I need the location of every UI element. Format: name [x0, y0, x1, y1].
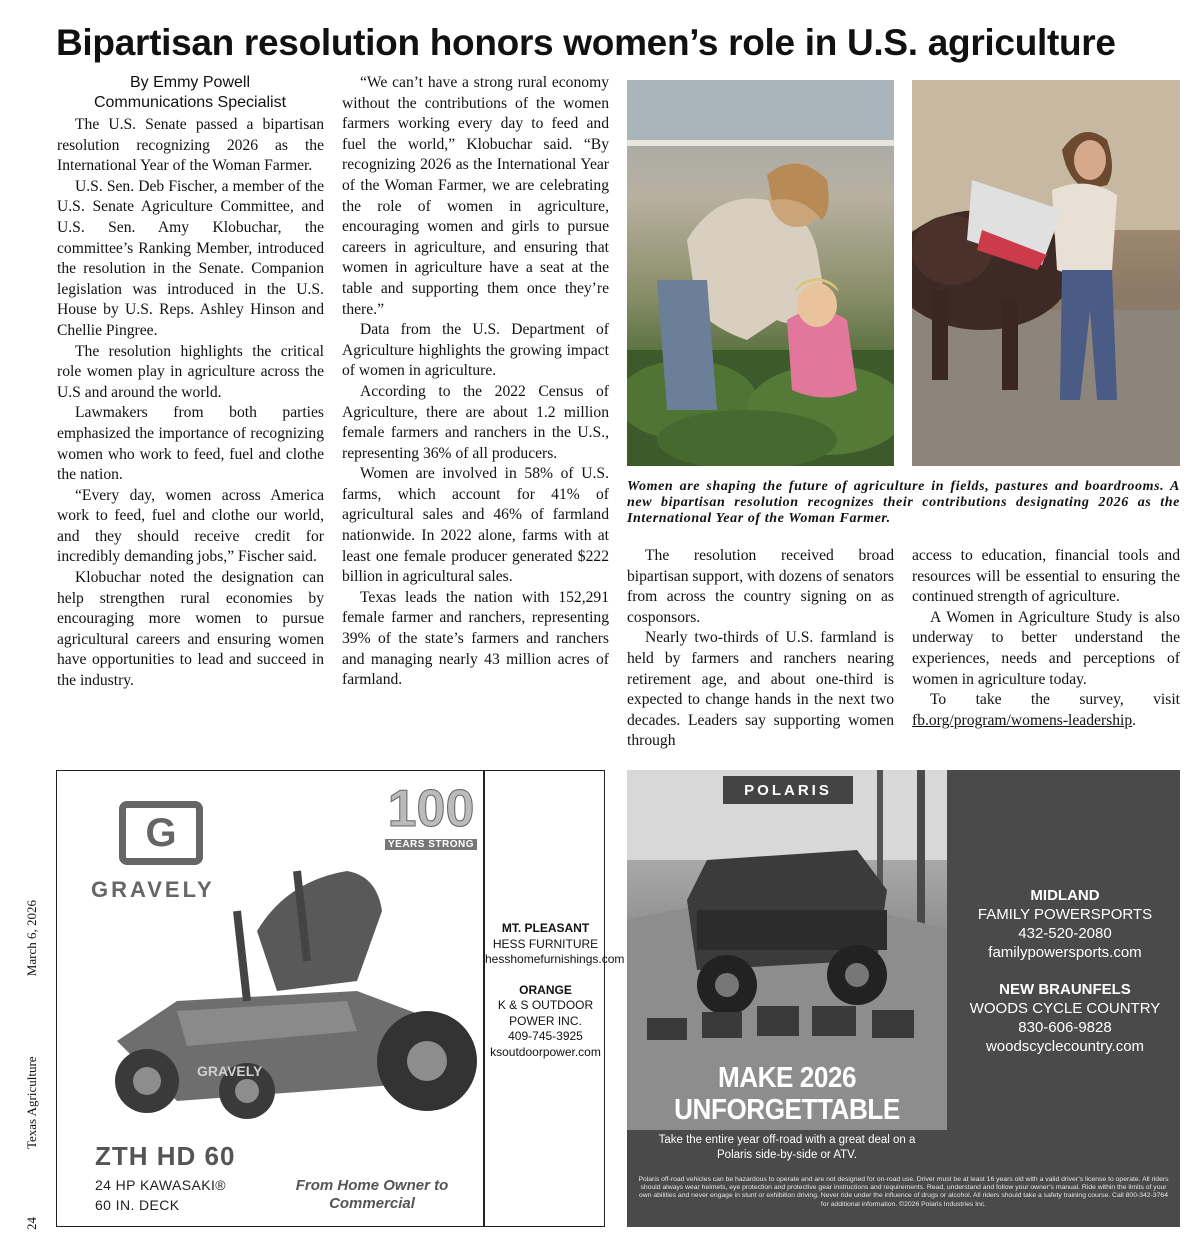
dealer-website: hesshomefurnishings.com	[485, 952, 625, 966]
dealer-name: HESS FURNITURE	[492, 936, 599, 951]
mower-spec-engine: 24 HP KAWASAKI®	[95, 1177, 226, 1193]
photo-caption: Women are shaping the future of agriculture in fields, pastures and boardrooms. A new bipartisan resolution recognizes their contributions designating 2026 as the International Year of the Woman Farmer.	[627, 479, 1180, 526]
paragraph: Texas leads the nation with 152,291 female farmer and ranchers, representing 39% of the state’s farmers and ranchers and managing nearly 43 million acres of farmland.	[342, 588, 609, 689]
gravely-wordmark: GRAVELY	[91, 877, 215, 902]
polaris-advertisement	[627, 770, 1180, 1227]
photo-mother-daughter-garden	[627, 80, 894, 466]
mower-spec-deck: 60 IN. DECK	[95, 1197, 180, 1213]
polaris-headline: MAKE 2026 UNFORGETTABLE	[674, 1062, 900, 1126]
byline	[58, 73, 322, 113]
issue-date: March 6, 2026	[24, 900, 39, 977]
page-number: 24	[24, 1217, 39, 1230]
polaris-logo: POLARIS	[723, 776, 853, 804]
dealer-city: NEW BRAUNFELS	[999, 981, 1131, 998]
article-column-2	[342, 73, 609, 691]
paragraph: “Every day, women across America work to feed, fuel and clothe our world, and they should receive credit for incredibly demanding jobs,” Fischer said.	[57, 486, 324, 566]
paragraph: Lawmakers from both parties emphasized the importance of recognizing women who work to feed, fuel and clothe the nation.	[57, 404, 324, 484]
years-number: 100	[387, 780, 475, 838]
publication-name: Texas Agriculture	[24, 1056, 39, 1150]
years-strong-text: YEARS STRONG	[385, 839, 477, 850]
gravely-advertisement	[56, 770, 625, 1227]
dealer-name: FAMILY POWERSPORTS	[977, 906, 1153, 923]
paragraph: A Women in Agriculture Study is also underway to better understand the experiences, needs and perceptions of women in agriculture today.	[912, 608, 1180, 688]
paragraph: Klobuchar noted the designation can help strengthen rural economies by encouraging more women to pursue agricultural careers and ensuring women have opportunities to lead and succeed in the industry.	[57, 569, 324, 690]
dealer-city: MT. PLEASANT	[501, 921, 590, 935]
paragraph: The resolution received broad bipartisan support, with dozens of senators from across the country signing on as cosponsors.	[627, 547, 894, 626]
paragraph	[912, 690, 1180, 731]
polaris-dealers	[953, 886, 1177, 1056]
gravely-tagline: From Home Owner to Commercial	[295, 1177, 449, 1212]
paragraph: According to the 2022 Census of Agriculture, there are about 1.2 million female farmers and ranchers in the U.S., representing 36% of all producers.	[342, 382, 609, 462]
byline-author: By Emmy Powell	[129, 74, 251, 91]
dealer-website: familypowersports.com	[988, 944, 1142, 961]
paragraph: Women are involved in 58% of U.S. farms, which account for 41% of agricultural sales and 46% of farmland nationwide. In 2022 alone, farms with at least one female producer generated $222 billion in agricultural sales.	[342, 465, 609, 586]
dealer-website: woodscyclecountry.com	[985, 1038, 1145, 1055]
paragraph: Data from the U.S. Department of Agriculture highlights the growing impact of women in agriculture.	[342, 321, 609, 380]
article-headline: Bipartisan resolution honors women’s role in U.S. agriculture	[56, 22, 1116, 63]
gravely-dealers	[485, 921, 625, 1060]
dealer-name: WOODS CYCLE COUNTRY	[969, 1000, 1161, 1017]
polaris-disclaimer: Polaris off-road vehicles can be hazardous to operate and are not designed for on-road use. Driver must be at least 16 years old with a valid driver’s license to operate. All riders should always wear helmets, eye protection and protective gear instructions and requirements. Read, understand and follow your owner’s manual. Ride within the limits of your own abilities and never engage in stunt or exhibition driving. Never ride under the influence of drugs or alcohol. All riders should take a safety training course. Call 800-342-3764 for additional information. ©2026 Polaris Industries Inc.	[638, 1176, 1169, 1208]
dealer-phone: 409-745-3925	[508, 1029, 583, 1043]
gravely-logo: G	[119, 801, 203, 865]
paragraph: “We can’t have a strong rural economy without the contributions of the women farmers working every day to feed and fuel the world,” Klobuchar said. “By recognizing 2026 as the International Year of the Woman Farmer, we are celebrating the role of women in agriculture, encouraging women and girls to pursue careers in agriculture, and ensuring that women in agriculture have a seat at the table and supporting them once they’re there.”	[342, 74, 609, 318]
dealer-phone: 432-520-2080	[1018, 925, 1112, 942]
paragraph: U.S. Sen. Deb Fischer, a member of the U.S. Senate Agriculture Committee, and U.S. Sen. Amy Klobuchar, the committee’s Ranking Member, introduced the resolution in the Senate. Companion legislation was introduced in the U.S. House by U.S. Reps. Ashley Hinson and Chellie Pingree.	[57, 177, 324, 339]
paragraph: The U.S. Senate passed a bipartisan resolution recognizing 2026 as the International Year of the Woman Farmer.	[57, 116, 324, 175]
mower-decal: GRAVELY	[197, 1063, 263, 1079]
dealer-name: K & S OUTDOOR POWER INC.	[497, 998, 594, 1028]
mower-illustration	[57, 851, 483, 1141]
survey-link[interactable]: fb.org/program/womens-leadership	[912, 711, 1133, 729]
dealer-city: MIDLAND	[1030, 887, 1100, 904]
page-folio	[24, 900, 40, 1230]
article-column-1	[57, 115, 324, 692]
dealer-city: ORANGE	[519, 982, 572, 997]
survey-text-end: .	[1132, 711, 1137, 729]
polaris-offer-text: Take the entire year off-road with a great deal on a Polaris side-by-side or ATV.	[658, 1134, 916, 1161]
article-column-3	[627, 546, 894, 752]
paragraph: The resolution highlights the critical role women play in agriculture across the U.S and around the world.	[57, 342, 324, 401]
paragraph: Nearly two-thirds of U.S. farmland is held by farmers and ranchers nearing retirement age, and about one-third is expected to change hands in the next two decades. Leaders say supporting women through	[627, 629, 894, 750]
dealer-website: ksoutdoorpower.com	[490, 1044, 601, 1059]
article-column-4	[912, 546, 1180, 731]
mower-model: ZTH HD 60	[95, 1141, 236, 1171]
survey-text: To take the survey, visit	[930, 691, 1180, 709]
paragraph: access to education, financial tools and resources will be essential to ensuring the continued strength of agriculture.	[912, 547, 1180, 606]
years-strong-badge	[385, 779, 477, 857]
byline-title: Communications Specialist	[93, 94, 287, 111]
photo-woman-feeding-calf	[912, 80, 1180, 466]
dealer-phone: 830-606-9828	[1018, 1019, 1112, 1036]
